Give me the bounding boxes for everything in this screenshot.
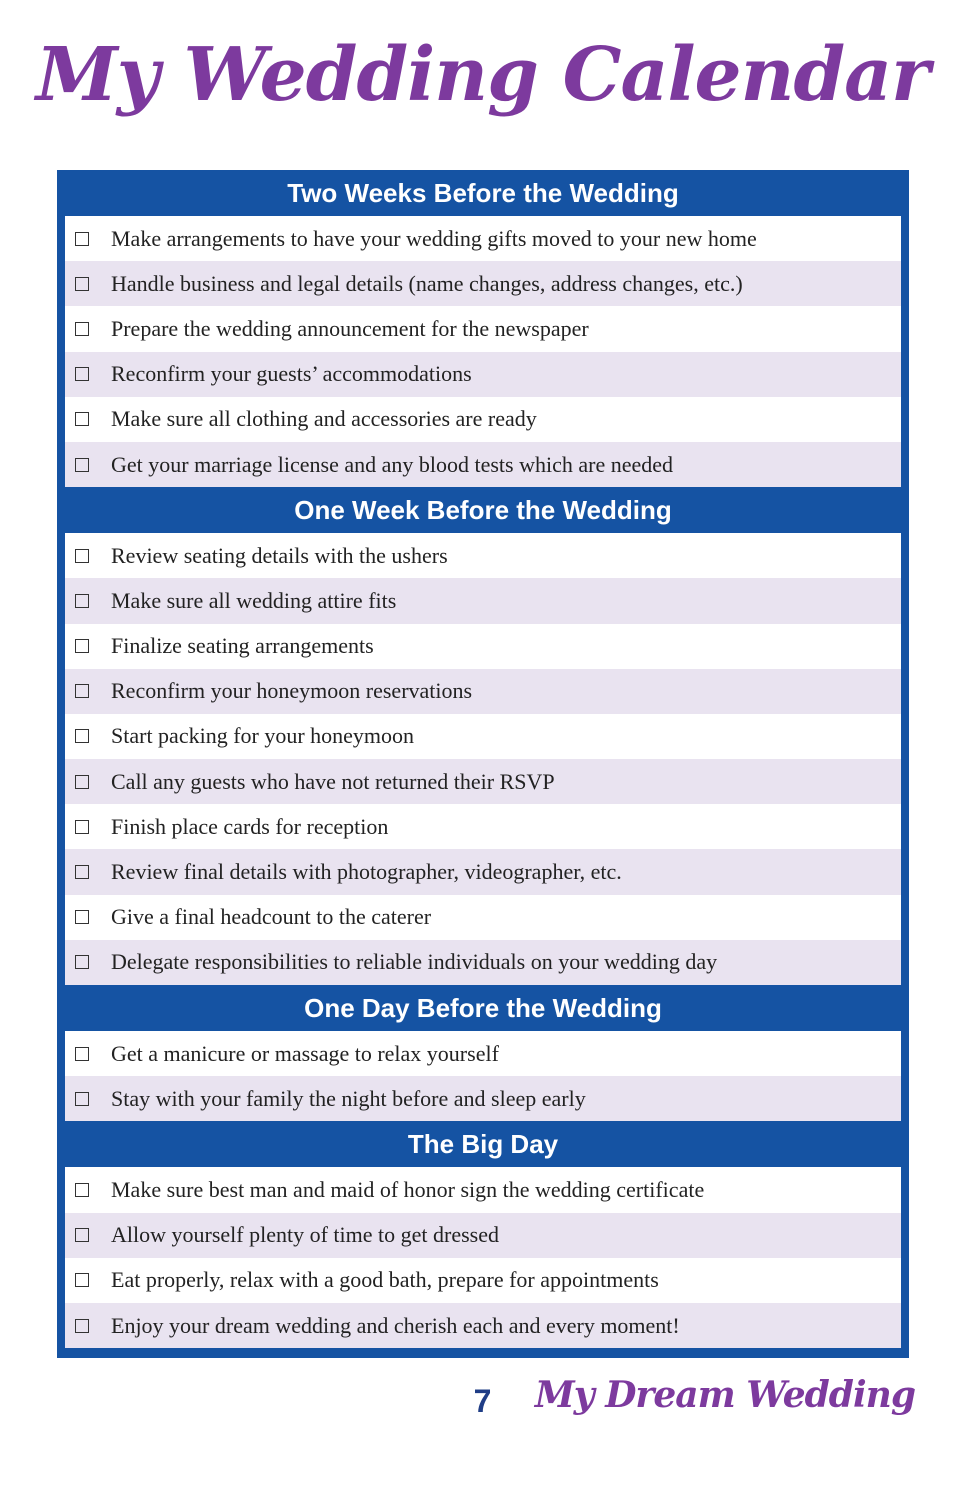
checkbox-icon[interactable] [75,910,89,924]
checkbox-icon[interactable] [75,594,89,608]
checklist-item [65,1213,901,1258]
section-header: One Week Before the Wedding [294,495,672,526]
checklist-item-label: Stay with your family the night before and sleep early [111,1085,586,1111]
checklist-item-label: Handle business and legal details (name changes, address changes, etc.) [111,270,743,296]
checklist-item-label: Give a final headcount to the caterer [111,904,432,930]
checklist-item [65,1303,901,1348]
checkbox-icon[interactable] [75,1228,89,1242]
checkbox-icon[interactable] [75,232,89,246]
section-header: One Day Before the Wedding [304,993,662,1023]
checklist-item-label: Finish place cards for reception [111,813,389,839]
checklist-item [65,533,901,578]
checklist-item [65,578,901,623]
checklist-item [65,397,901,442]
checklist-item-label: Make sure all wedding attire fits [111,587,397,613]
checklist-item-label: Allow yourself plenty of time to get dressed [111,1222,499,1248]
checklist-item [65,306,901,351]
checklist-item [65,624,901,669]
section-header: Two Weeks Before the Wedding [287,178,679,208]
checklist-item [65,216,901,261]
checklist-item [65,1031,901,1076]
page-number: 7 [473,1383,492,1419]
checklist-frame [57,170,909,1358]
checklist-item-label: Prepare the wedding announcement for the newspaper [111,315,589,341]
checklist-item [65,759,901,804]
checkbox-icon[interactable] [75,277,89,291]
checklist-item [65,1076,901,1121]
checkbox-icon[interactable] [75,639,89,653]
checklist-item-label: Finalize seating arrangements [111,633,374,659]
checklist-item-label: Call any guests who have not returned their RSVP [111,768,555,794]
checkbox-icon[interactable] [75,322,89,336]
checkbox-icon[interactable] [75,729,89,743]
checkbox-icon[interactable] [75,1092,89,1106]
checklist-item-label: Delegate responsibilities to reliable individuals on your wedding day [111,949,718,975]
checklist-item [65,669,901,714]
checkbox-icon[interactable] [75,458,89,472]
checkbox-icon[interactable] [75,1273,89,1287]
checklist-item [65,442,901,487]
checkbox-icon[interactable] [75,1047,89,1061]
checklist-item [65,352,901,397]
checklist-item-label: Make sure best man and maid of honor sign the wedding certificate [111,1176,705,1202]
checkbox-icon[interactable] [75,1319,89,1333]
checklist-item [65,940,901,985]
checklist-item [65,1258,901,1303]
checkbox-icon[interactable] [75,820,89,834]
checklist-item-label: Enjoy your dream wedding and cherish each and every moment! [111,1312,680,1338]
checklist-item [65,1167,901,1212]
checklist-item-label: Get your marriage license and any blood tests which are needed [111,451,674,477]
checklist-item-label: Make sure all clothing and accessories are ready [111,406,537,432]
checkbox-icon[interactable] [75,549,89,563]
checklist-item [65,714,901,759]
checklist-item-label: Make arrangements to have your wedding gifts moved to your new home [111,225,757,251]
brand-logo-text: My Dream Wedding [534,1374,915,1416]
checklist-item-label: Reconfirm your guests’ accommodations [111,361,472,387]
checkbox-icon[interactable] [75,1183,89,1197]
checklist-item-label: Start packing for your honeymoon [111,723,415,749]
checklist-item-label: Get a manicure or massage to relax yourself [111,1040,499,1066]
page-title: My Wedding Calendar [35,32,930,118]
checklist-item [65,261,901,306]
checkbox-icon[interactable] [75,865,89,879]
checklist-item-label: Eat properly, relax with a good bath, prepare for appointments [111,1267,659,1293]
checklist-item-label: Reconfirm your honeymoon reservations [111,678,473,704]
checklist-sections [65,170,901,1348]
checklist-item-label: Review seating details with the ushers [111,542,448,568]
checklist-item [65,849,901,894]
checkbox-icon[interactable] [75,367,89,381]
checkbox-icon[interactable] [75,955,89,969]
checkbox-icon[interactable] [75,684,89,698]
checklist-item [65,895,901,940]
checklist-item [65,804,901,849]
checklist-item-label: Review final details with photographer, videographer, etc. [111,859,622,885]
section-header: The Big Day [407,1129,559,1160]
checkbox-icon[interactable] [75,412,89,426]
checkbox-icon[interactable] [75,775,89,789]
